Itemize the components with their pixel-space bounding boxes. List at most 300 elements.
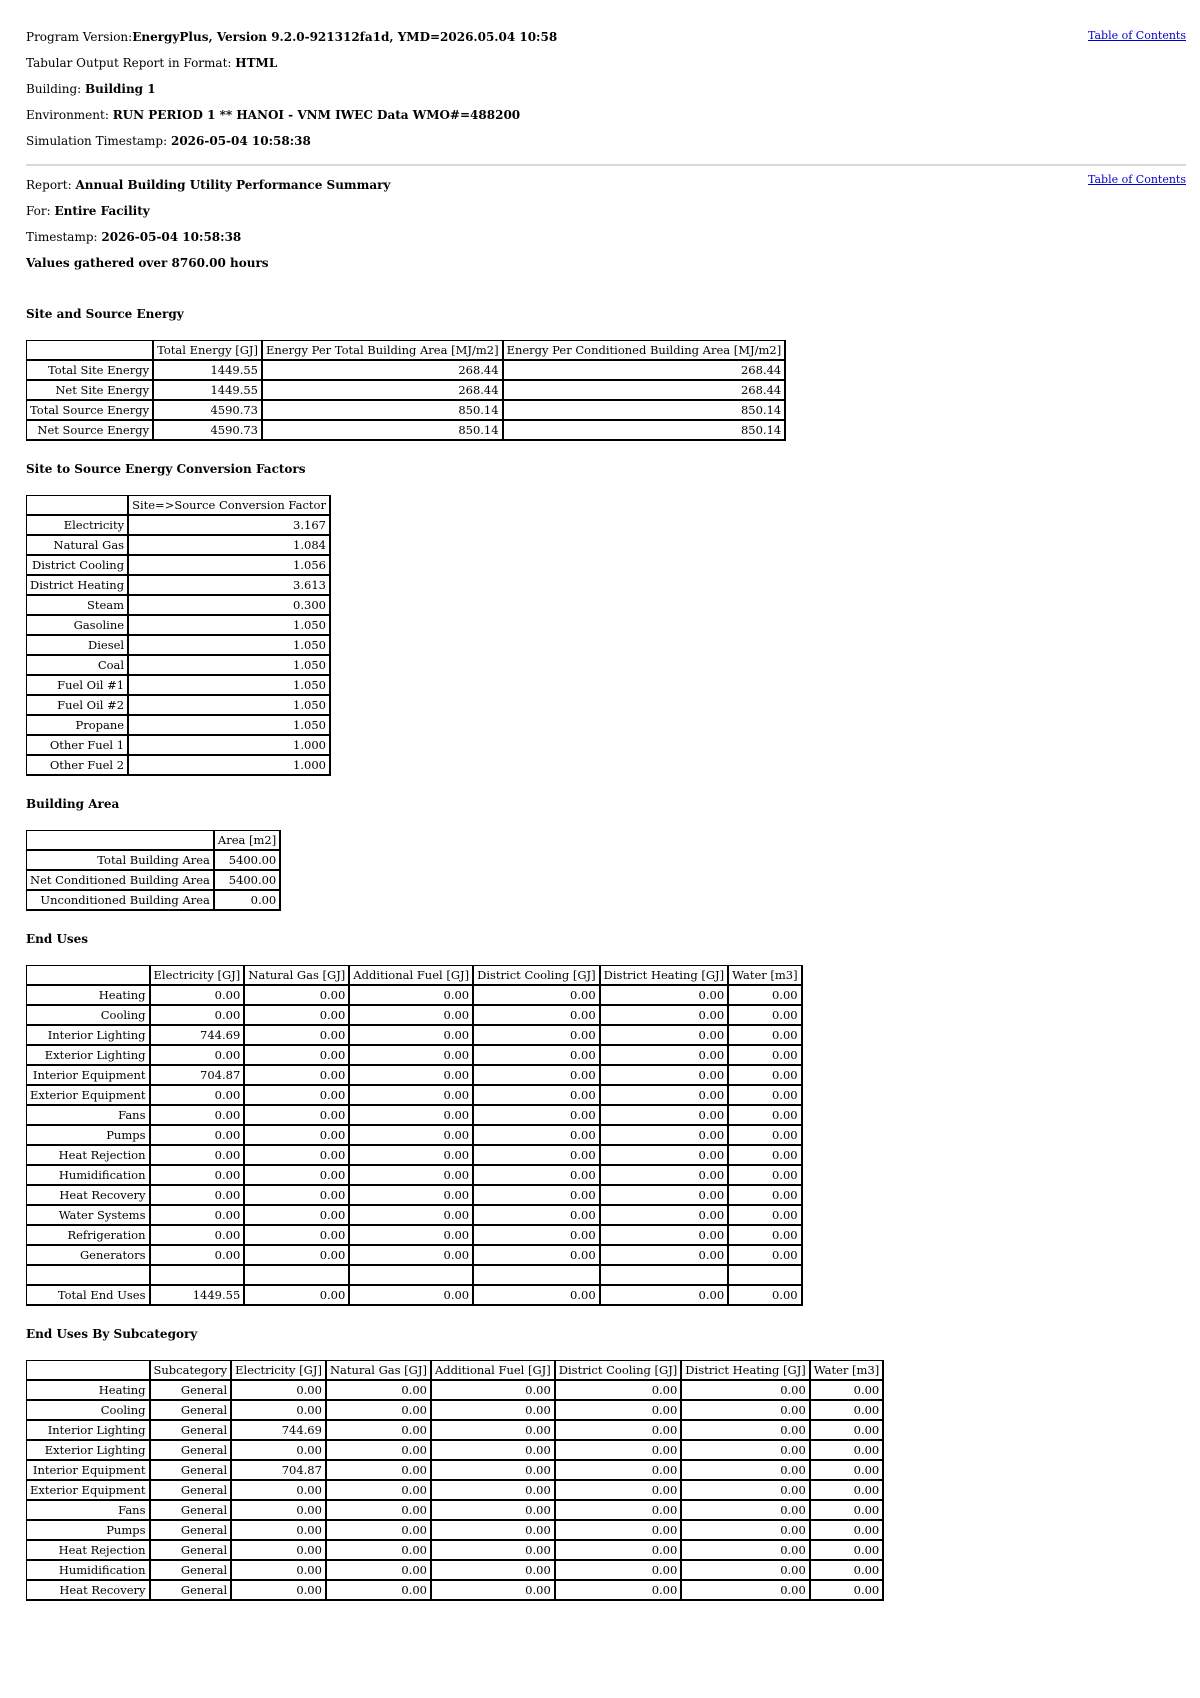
table-cell: 1.050 xyxy=(128,655,330,675)
row-label: Water Systems xyxy=(27,1205,150,1225)
table-cell: 0.00 xyxy=(231,1520,326,1540)
table-cell xyxy=(150,1265,245,1285)
column-header: Subcategory xyxy=(150,1361,232,1381)
table-row xyxy=(27,400,786,420)
table-cell: 0.00 xyxy=(728,1005,801,1025)
table-row xyxy=(27,1145,802,1165)
row-label: Fuel Oil #1 xyxy=(27,675,129,695)
row-label: Heating xyxy=(27,985,150,1005)
table-cell: 0.00 xyxy=(150,1185,245,1205)
table-cell: 0.00 xyxy=(349,1225,473,1245)
table-cell: 0.00 xyxy=(600,1145,729,1165)
table-cell: 0.00 xyxy=(431,1580,555,1600)
table-cell: 0.00 xyxy=(231,1480,326,1500)
table-cell: 0.00 xyxy=(431,1480,555,1500)
table-cell: 0.00 xyxy=(431,1560,555,1580)
table-row xyxy=(27,535,330,555)
table-row xyxy=(27,615,330,635)
table-cell: 0.00 xyxy=(555,1380,682,1400)
row-label: Cooling xyxy=(27,1400,150,1420)
table-row xyxy=(27,985,802,1005)
table-row xyxy=(27,635,330,655)
table-cell: 0.00 xyxy=(681,1520,810,1540)
table-cell: 0.00 xyxy=(681,1460,810,1480)
table-cell: 0.00 xyxy=(326,1380,431,1400)
table-cell: 704.87 xyxy=(231,1460,326,1480)
table-row xyxy=(27,1105,802,1125)
table-cell: 0.00 xyxy=(150,1225,245,1245)
table-cell: 0.00 xyxy=(473,1085,600,1105)
table-cell: 0.00 xyxy=(326,1420,431,1440)
table-row xyxy=(27,715,330,735)
building-name: Building: Building 1 xyxy=(26,82,156,96)
conversion-factors-table xyxy=(26,495,331,776)
table-cell xyxy=(473,1265,600,1285)
table-cell: General xyxy=(150,1400,232,1420)
table-cell: 0.00 xyxy=(473,1125,600,1145)
table-cell: 0.00 xyxy=(150,1125,245,1145)
table-row xyxy=(27,1165,802,1185)
table-row xyxy=(27,1225,802,1245)
table-cell: 0.00 xyxy=(431,1400,555,1420)
header-corner-cell xyxy=(27,831,214,851)
table-cell: 0.00 xyxy=(150,1085,245,1105)
table-row xyxy=(27,675,330,695)
table-row xyxy=(27,1500,884,1520)
table-cell: 0.300 xyxy=(128,595,330,615)
table-row xyxy=(27,555,330,575)
table-cell: 0.00 xyxy=(600,1225,729,1245)
table-cell: 0.00 xyxy=(473,1105,600,1125)
table-cell: 0.00 xyxy=(244,1105,349,1125)
table-cell: 0.00 xyxy=(555,1540,682,1560)
simulation-timestamp: Simulation Timestamp: 2026-05-04 10:58:38 xyxy=(26,134,311,148)
header-corner-cell xyxy=(27,341,154,361)
table-cell: 0.00 xyxy=(349,1045,473,1065)
table-cell: 0.00 xyxy=(349,1165,473,1185)
table-cell: 1.050 xyxy=(128,635,330,655)
table-row xyxy=(27,1005,802,1025)
table-cell: 0.00 xyxy=(326,1440,431,1460)
table-row xyxy=(27,1580,884,1600)
table-row xyxy=(27,1560,884,1580)
row-label: Fans xyxy=(27,1105,150,1125)
table-cell: 0.00 xyxy=(600,1025,729,1045)
table-cell: 0.00 xyxy=(555,1400,682,1420)
table-cell: General xyxy=(150,1520,232,1540)
table-cell: 0.00 xyxy=(681,1480,810,1500)
table-cell: 0.00 xyxy=(349,1065,473,1085)
row-label: Heat Recovery xyxy=(27,1185,150,1205)
row-label: Diesel xyxy=(27,635,129,655)
table-cell: 0.00 xyxy=(431,1520,555,1540)
row-label: Humidification xyxy=(27,1165,150,1185)
row-label: Net Source Energy xyxy=(27,420,154,440)
table-cell: 0.00 xyxy=(728,1065,801,1085)
table-cell: 0.00 xyxy=(231,1400,326,1420)
table-cell: 0.00 xyxy=(326,1580,431,1600)
report-timestamp: Timestamp: 2026-05-04 10:58:38 xyxy=(26,230,242,244)
header-corner-cell xyxy=(27,1361,150,1381)
table-cell: 0.00 xyxy=(681,1540,810,1560)
table-cell: 0.00 xyxy=(681,1440,810,1460)
table-cell: 0.00 xyxy=(231,1380,326,1400)
table-row xyxy=(27,1205,802,1225)
table-cell: 1.056 xyxy=(128,555,330,575)
table-cell: 4590.73 xyxy=(153,420,262,440)
table-cell: 5400.00 xyxy=(214,850,280,870)
table-cell: 0.00 xyxy=(231,1580,326,1600)
header-corner-cell xyxy=(27,966,150,986)
table-cell: 0.00 xyxy=(473,1245,600,1265)
table-cell: 0.00 xyxy=(326,1500,431,1520)
table-cell: 1.050 xyxy=(128,715,330,735)
table-cell: 0.00 xyxy=(810,1500,883,1520)
table-cell: 0.00 xyxy=(681,1420,810,1440)
table-cell: 0.00 xyxy=(600,1045,729,1065)
column-header: Additional Fuel [GJ] xyxy=(431,1361,555,1381)
header-divider xyxy=(26,164,1186,166)
column-header: Total Energy [GJ] xyxy=(153,341,262,361)
table-cell: 0.00 xyxy=(231,1500,326,1520)
table-cell: 0.00 xyxy=(244,1005,349,1025)
conversion-factors-title: Site to Source Energy Conversion Factors xyxy=(26,462,306,476)
table-cell: 1.050 xyxy=(128,675,330,695)
end-uses-subcategory-title: End Uses By Subcategory xyxy=(26,1327,198,1341)
end-uses-title: End Uses xyxy=(26,932,89,946)
table-cell: 744.69 xyxy=(231,1420,326,1440)
site-source-title: Site and Source Energy xyxy=(26,307,184,321)
table-row xyxy=(27,1025,802,1045)
table-row xyxy=(27,735,330,755)
table-row xyxy=(27,380,786,400)
table-cell: 0.00 xyxy=(600,1285,729,1305)
table-cell: 0.00 xyxy=(150,1005,245,1025)
table-cell: 268.44 xyxy=(503,380,786,400)
table-cell: 0.00 xyxy=(600,1125,729,1145)
table-row xyxy=(27,1265,802,1285)
table-cell: 0.00 xyxy=(244,1285,349,1305)
table-cell: 0.00 xyxy=(244,1045,349,1065)
table-row xyxy=(27,1480,884,1500)
table-cell: 0.00 xyxy=(810,1560,883,1580)
table-cell: 0.00 xyxy=(431,1500,555,1520)
table-row xyxy=(27,1420,884,1440)
row-label: Interior Equipment xyxy=(27,1065,150,1085)
row-label: Total Site Energy xyxy=(27,360,154,380)
table-cell: 0.00 xyxy=(214,890,280,910)
row-label: Heat Rejection xyxy=(27,1540,150,1560)
table-cell: 1.000 xyxy=(128,735,330,755)
row-label: Heat Rejection xyxy=(27,1145,150,1165)
table-cell: 0.00 xyxy=(244,1245,349,1265)
table-cell: General xyxy=(150,1420,232,1440)
table-cell: 0.00 xyxy=(231,1540,326,1560)
table-cell: 0.00 xyxy=(810,1580,883,1600)
table-row xyxy=(27,695,330,715)
row-label: Exterior Equipment xyxy=(27,1085,150,1105)
program-version: Program Version:EnergyPlus, Version 9.2.0-921312fa1d, YMD=2026.05.04 10:58 xyxy=(26,30,558,44)
table-cell: 0.00 xyxy=(600,1105,729,1125)
table-cell: 1.000 xyxy=(128,755,330,775)
table-cell: 0.00 xyxy=(728,1245,801,1265)
table-cell: 0.00 xyxy=(349,1105,473,1125)
row-label: Heating xyxy=(27,1380,150,1400)
table-cell: 0.00 xyxy=(431,1440,555,1460)
row-label: Fuel Oil #2 xyxy=(27,695,129,715)
table-cell: 0.00 xyxy=(431,1540,555,1560)
table-cell: 3.167 xyxy=(128,515,330,535)
table-cell: 0.00 xyxy=(600,1085,729,1105)
table-row xyxy=(27,575,330,595)
table-row xyxy=(27,360,786,380)
row-label: Exterior Lighting xyxy=(27,1045,150,1065)
table-cell: 0.00 xyxy=(326,1480,431,1500)
table-cell: General xyxy=(150,1560,232,1580)
table-cell: 704.87 xyxy=(150,1065,245,1085)
table-row xyxy=(27,1245,802,1265)
table-cell: 268.44 xyxy=(262,380,503,400)
table-cell: 0.00 xyxy=(728,1225,801,1245)
end-uses-subcategory-table xyxy=(26,1360,884,1601)
table-cell: 0.00 xyxy=(555,1460,682,1480)
table-cell: 0.00 xyxy=(349,1145,473,1165)
table-cell: 0.00 xyxy=(473,1285,600,1305)
table-cell: 0.00 xyxy=(349,1125,473,1145)
row-label: Total Building Area xyxy=(27,850,214,870)
column-header: District Cooling [GJ] xyxy=(555,1361,682,1381)
table-cell: 0.00 xyxy=(349,1005,473,1025)
row-label: Refrigeration xyxy=(27,1225,150,1245)
table-cell: 0.00 xyxy=(150,985,245,1005)
table-cell: 0.00 xyxy=(728,985,801,1005)
table-row xyxy=(27,870,281,890)
row-label: Cooling xyxy=(27,1005,150,1025)
table-cell: General xyxy=(150,1540,232,1560)
row-label: District Heating xyxy=(27,575,129,595)
table-cell: General xyxy=(150,1500,232,1520)
table-cell: 4590.73 xyxy=(153,400,262,420)
table-cell: 0.00 xyxy=(150,1145,245,1165)
table-cell: 0.00 xyxy=(349,985,473,1005)
row-label: Total End Uses xyxy=(27,1285,150,1305)
table-cell: 0.00 xyxy=(810,1400,883,1420)
column-header: District Heating [GJ] xyxy=(681,1361,810,1381)
row-label: Humidification xyxy=(27,1560,150,1580)
table-cell: 5400.00 xyxy=(214,870,280,890)
row-label: Net Site Energy xyxy=(27,380,154,400)
row-label: Net Conditioned Building Area xyxy=(27,870,214,890)
column-header: Natural Gas [GJ] xyxy=(326,1361,431,1381)
table-cell: 0.00 xyxy=(728,1025,801,1045)
row-label: Exterior Lighting xyxy=(27,1440,150,1460)
table-cell: General xyxy=(150,1440,232,1460)
row-label: Unconditioned Building Area xyxy=(27,890,214,910)
table-row xyxy=(27,1520,884,1540)
table-cell: 0.00 xyxy=(728,1105,801,1125)
row-label: Total Source Energy xyxy=(27,400,154,420)
table-cell: 0.00 xyxy=(728,1045,801,1065)
table-header-row xyxy=(27,1361,884,1381)
table-cell: 0.00 xyxy=(326,1540,431,1560)
table-cell: 0.00 xyxy=(473,1205,600,1225)
table-cell: 0.00 xyxy=(244,985,349,1005)
table-row xyxy=(27,1440,884,1460)
table-cell: 0.00 xyxy=(728,1185,801,1205)
table-cell: 0.00 xyxy=(244,1145,349,1165)
row-label: Coal xyxy=(27,655,129,675)
table-row xyxy=(27,1185,802,1205)
table-cell: 0.00 xyxy=(349,1025,473,1045)
table-cell: 0.00 xyxy=(810,1540,883,1560)
row-label: Other Fuel 2 xyxy=(27,755,129,775)
table-cell: 850.14 xyxy=(503,420,786,440)
building-area-table xyxy=(26,830,281,911)
table-row xyxy=(27,1065,802,1085)
table-cell: 0.00 xyxy=(600,985,729,1005)
table-row xyxy=(27,1085,802,1105)
table-cell: 0.00 xyxy=(555,1420,682,1440)
table-cell xyxy=(349,1265,473,1285)
table-cell: 0.00 xyxy=(349,1205,473,1225)
table-cell: 0.00 xyxy=(810,1520,883,1540)
values-gathered: Values gathered over 8760.00 hours xyxy=(26,256,269,270)
table-cell: 0.00 xyxy=(600,1065,729,1085)
table-cell: 0.00 xyxy=(600,1245,729,1265)
table-cell: 0.00 xyxy=(555,1480,682,1500)
row-label: Exterior Equipment xyxy=(27,1480,150,1500)
table-cell: 1.050 xyxy=(128,695,330,715)
column-header: Water [m3] xyxy=(810,1361,883,1381)
table-header-row xyxy=(27,831,281,851)
table-cell: 0.00 xyxy=(681,1400,810,1420)
row-label: Fans xyxy=(27,1500,150,1520)
table-cell: General xyxy=(150,1380,232,1400)
table-header-row xyxy=(27,966,802,986)
table-cell: 0.00 xyxy=(555,1500,682,1520)
table-cell: 0.00 xyxy=(555,1520,682,1540)
column-header: District Cooling [GJ] xyxy=(473,966,600,986)
row-label: Interior Lighting xyxy=(27,1025,150,1045)
table-row xyxy=(27,1400,884,1420)
table-cell: 0.00 xyxy=(150,1105,245,1125)
table-row xyxy=(27,850,281,870)
table-cell: 1449.55 xyxy=(153,360,262,380)
building-area-title: Building Area xyxy=(26,797,120,811)
row-label: Heat Recovery xyxy=(27,1580,150,1600)
table-cell: 0.00 xyxy=(326,1520,431,1540)
table-cell: 0.00 xyxy=(231,1440,326,1460)
table-cell: 0.00 xyxy=(244,1185,349,1205)
table-cell: General xyxy=(150,1480,232,1500)
table-header-row xyxy=(27,496,330,516)
row-label: Generators xyxy=(27,1245,150,1265)
table-row xyxy=(27,1045,802,1065)
table-of-contents-link-top[interactable]: Table of Contents xyxy=(1087,29,1186,42)
table-cell: 0.00 xyxy=(244,1085,349,1105)
table-cell: 744.69 xyxy=(150,1025,245,1045)
table-cell: 0.00 xyxy=(600,1205,729,1225)
column-header: Energy Per Total Building Area [MJ/m2] xyxy=(262,341,503,361)
row-label: Interior Equipment xyxy=(27,1460,150,1480)
table-cell: General xyxy=(150,1460,232,1480)
row-label: Natural Gas xyxy=(27,535,129,555)
table-cell: 0.00 xyxy=(349,1085,473,1105)
table-cell: 850.14 xyxy=(262,400,503,420)
table-cell: 268.44 xyxy=(503,360,786,380)
environment: Environment: RUN PERIOD 1 ** HANOI - VNM IWEC Data WMO#=488200 xyxy=(26,108,521,122)
table-cell: 0.00 xyxy=(728,1085,801,1105)
table-of-contents-link-report[interactable]: Table of Contents xyxy=(1087,173,1186,186)
table-row xyxy=(27,595,330,615)
table-cell: 0.00 xyxy=(326,1560,431,1580)
table-row xyxy=(27,655,330,675)
row-label: Steam xyxy=(27,595,129,615)
table-cell: 0.00 xyxy=(244,1225,349,1245)
table-cell: 0.00 xyxy=(681,1560,810,1580)
table-cell: 0.00 xyxy=(555,1580,682,1600)
table-cell: 850.14 xyxy=(503,400,786,420)
table-cell: 0.00 xyxy=(326,1460,431,1480)
table-cell: 0.00 xyxy=(473,1045,600,1065)
table-cell: 0.00 xyxy=(810,1460,883,1480)
table-cell: 0.00 xyxy=(681,1580,810,1600)
table-row xyxy=(27,1285,802,1305)
table-cell: 0.00 xyxy=(681,1500,810,1520)
column-header: Electricity [GJ] xyxy=(150,966,245,986)
table-cell: 0.00 xyxy=(349,1185,473,1205)
table-cell: 0.00 xyxy=(600,1005,729,1025)
site-source-table xyxy=(26,340,786,441)
table-cell: 1449.55 xyxy=(153,380,262,400)
table-cell: 0.00 xyxy=(150,1165,245,1185)
row-label: Electricity xyxy=(27,515,129,535)
table-row xyxy=(27,755,330,775)
table-cell: 0.00 xyxy=(473,1145,600,1165)
row-label: Pumps xyxy=(27,1125,150,1145)
table-cell: 0.00 xyxy=(810,1440,883,1460)
table-cell xyxy=(244,1265,349,1285)
table-cell: 0.00 xyxy=(150,1045,245,1065)
column-header: Water [m3] xyxy=(728,966,801,986)
table-cell: 0.00 xyxy=(555,1440,682,1460)
table-cell: 0.00 xyxy=(473,1025,600,1045)
table-cell: 0.00 xyxy=(810,1380,883,1400)
table-cell xyxy=(728,1265,801,1285)
table-row xyxy=(27,1380,884,1400)
row-label: Propane xyxy=(27,715,129,735)
table-row xyxy=(27,1540,884,1560)
table-cell: 0.00 xyxy=(728,1165,801,1185)
table-row xyxy=(27,1125,802,1145)
table-cell: 0.00 xyxy=(473,1225,600,1245)
table-cell xyxy=(600,1265,729,1285)
table-cell: 850.14 xyxy=(262,420,503,440)
table-cell: 0.00 xyxy=(473,1165,600,1185)
column-header: Additional Fuel [GJ] xyxy=(349,966,473,986)
tabular-format: Tabular Output Report in Format: HTML xyxy=(26,56,278,70)
table-cell: 0.00 xyxy=(349,1245,473,1265)
table-cell: 0.00 xyxy=(473,985,600,1005)
table-cell: 0.00 xyxy=(244,1125,349,1145)
table-cell: 0.00 xyxy=(728,1125,801,1145)
row-label: Other Fuel 1 xyxy=(27,735,129,755)
column-header: Area [m2] xyxy=(214,831,280,851)
table-cell: 0.00 xyxy=(810,1420,883,1440)
table-cell: General xyxy=(150,1580,232,1600)
report-name: Report: Annual Building Utility Performance Summary xyxy=(26,178,391,192)
table-cell: 0.00 xyxy=(431,1460,555,1480)
